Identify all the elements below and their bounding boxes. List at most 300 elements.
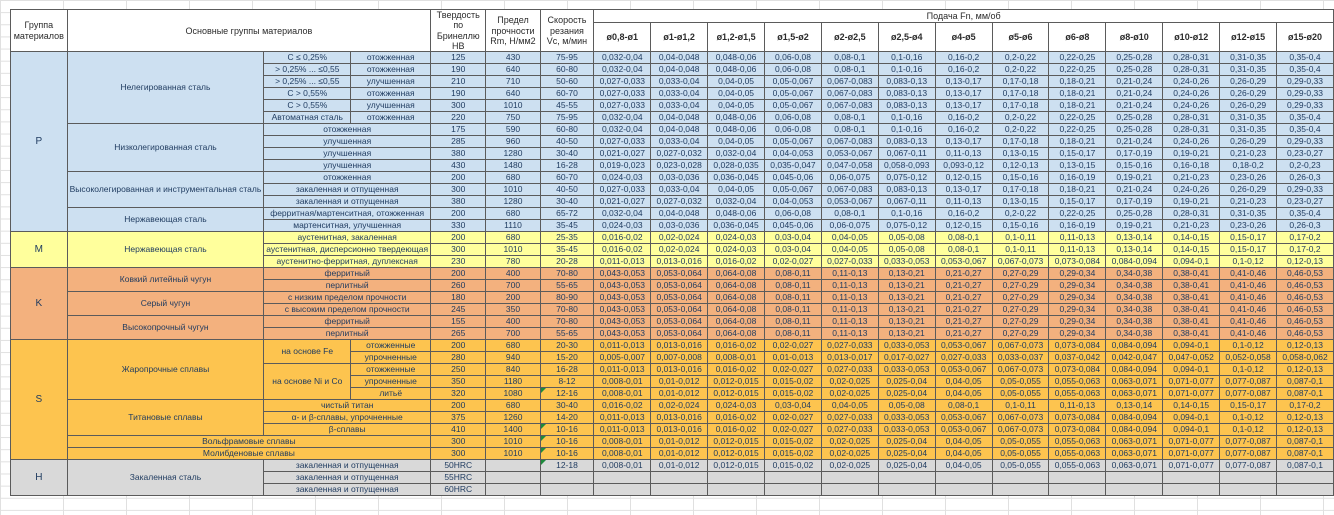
strength-cell[interactable]: 680 — [486, 172, 540, 184]
feed-cell[interactable]: 0,036-0,045 — [708, 172, 765, 184]
feed-cell[interactable]: 0,08-0,1 — [821, 208, 878, 220]
feed-cell[interactable]: 0,41-0,46 — [1220, 268, 1277, 280]
material-condition-cell[interactable]: упрочненные — [351, 352, 431, 364]
feed-cell[interactable] — [878, 472, 935, 484]
feed-cell[interactable]: 0,02-0,027 — [765, 256, 822, 268]
feed-cell[interactable]: 0,1-0,16 — [878, 208, 935, 220]
material-condition-cell[interactable]: C ≤ 0,25% — [264, 52, 351, 64]
feed-cell[interactable]: 0,064-0,08 — [708, 292, 765, 304]
feed-cell[interactable]: 0,067-0,083 — [821, 100, 878, 112]
material-condition-cell[interactable]: аустенитная, дисперсионно твердеющая — [264, 244, 431, 256]
feed-cell[interactable]: 0,12-0,15 — [935, 220, 992, 232]
hardness-cell[interactable]: 175 — [431, 124, 486, 136]
feed-cell[interactable] — [708, 484, 765, 496]
feed-cell[interactable]: 0,34-0,38 — [1106, 292, 1163, 304]
hardness-cell[interactable]: 190 — [431, 88, 486, 100]
strength-cell[interactable]: 710 — [486, 76, 540, 88]
strength-cell[interactable]: 1010 — [486, 184, 540, 196]
feed-cell[interactable]: 0,46-0,53 — [1277, 316, 1334, 328]
group-cell-h[interactable]: H — [11, 460, 68, 496]
feed-cell[interactable]: 0,05-0,055 — [992, 436, 1049, 448]
feed-cell[interactable]: 0,058-0,062 — [1277, 352, 1334, 364]
material-condition-cell[interactable]: отожженная — [351, 52, 431, 64]
feed-cell[interactable]: 0,019-0,023 — [594, 160, 651, 172]
feed-cell[interactable]: 0,067-0,083 — [821, 88, 878, 100]
feed-cell[interactable]: 0,027-0,033 — [594, 76, 651, 88]
material-condition-cell[interactable]: ферритная/мартенситная, отожженная — [264, 208, 431, 220]
family-label[interactable]: Высоколегированная и инструментальная сталь — [67, 172, 264, 208]
feed-cell[interactable]: 0,053-0,067 — [935, 424, 992, 436]
feed-cell[interactable]: 0,1-0,16 — [878, 64, 935, 76]
feed-cell[interactable]: 0,22-0,25 — [1049, 64, 1106, 76]
feed-cell[interactable]: 0,012-0,015 — [708, 460, 765, 472]
feed-cell[interactable]: 0,27-0,29 — [992, 268, 1049, 280]
feed-cell[interactable]: 0,2-0,22 — [992, 52, 1049, 64]
material-condition-cell[interactable]: α- и β-сплавы, упрочненные — [264, 412, 431, 424]
feed-cell[interactable]: 0,13-0,17 — [935, 136, 992, 148]
group-cell-p[interactable]: P — [11, 52, 68, 232]
family-label[interactable]: Жаропрочные сплавы — [67, 340, 264, 400]
hardness-cell[interactable]: 200 — [431, 172, 486, 184]
feed-cell[interactable]: 0,087-0,1 — [1277, 436, 1334, 448]
feed-cell[interactable]: 0,084-0,094 — [1106, 256, 1163, 268]
feed-cell[interactable]: 0,15-0,17 — [1220, 244, 1277, 256]
feed-cell[interactable]: 0,073-0,084 — [1049, 256, 1106, 268]
feed-cell[interactable]: 0,17-0,2 — [1277, 400, 1334, 412]
feed-cell[interactable]: 0,1-0,11 — [992, 400, 1049, 412]
feed-cell[interactable]: 0,083-0,13 — [878, 100, 935, 112]
feed-cell[interactable]: 0,17-0,2 — [1277, 232, 1334, 244]
feed-cell[interactable]: 0,013-0,016 — [651, 412, 708, 424]
feed-cell[interactable]: 0,29-0,34 — [1049, 304, 1106, 316]
feed-cell[interactable]: 0,053-0,064 — [651, 316, 708, 328]
feed-cell[interactable]: 0,021-0,027 — [594, 196, 651, 208]
feed-cell[interactable]: 0,13-0,21 — [878, 328, 935, 340]
feed-cell[interactable]: 0,033-0,04 — [651, 100, 708, 112]
feed-cell[interactable]: 0,1-0,12 — [1220, 256, 1277, 268]
feed-cell[interactable]: 0,012-0,015 — [708, 448, 765, 460]
feed-cell[interactable]: 0,043-0,053 — [594, 280, 651, 292]
feed-cell[interactable]: 0,093-0,12 — [935, 160, 992, 172]
material-condition-cell[interactable]: C > 0,55% — [264, 100, 351, 112]
feed-cell[interactable]: 0,008-0,01 — [594, 448, 651, 460]
feed-cell[interactable]: 0,053-0,064 — [651, 268, 708, 280]
feed-cell[interactable]: 0,021-0,027 — [594, 148, 651, 160]
hardness-cell[interactable]: 155 — [431, 316, 486, 328]
feed-cell[interactable]: 0,05-0,067 — [765, 184, 822, 196]
feed-cell[interactable]: 0,011-0,013 — [594, 256, 651, 268]
feed-cell[interactable]: 0,29-0,34 — [1049, 280, 1106, 292]
feed-cell[interactable]: 0,01-0,012 — [651, 460, 708, 472]
cutting-speed-cell[interactable]: 20-28 — [540, 256, 594, 268]
feed-cell[interactable]: 0,1-0,16 — [878, 52, 935, 64]
feed-cell[interactable]: 0,19-0,21 — [1106, 220, 1163, 232]
family-label[interactable]: Низколегированная сталь — [67, 124, 264, 172]
feed-cell[interactable]: 0,17-0,18 — [992, 184, 1049, 196]
strength-cell[interactable]: 1010 — [486, 100, 540, 112]
feed-cell[interactable]: 0,053-0,064 — [651, 328, 708, 340]
feed-cell[interactable]: 0,013-0,017 — [821, 352, 878, 364]
feed-cell[interactable] — [935, 472, 992, 484]
feed-cell[interactable]: 0,012-0,015 — [708, 376, 765, 388]
feed-cell[interactable]: 0,2-0,22 — [992, 64, 1049, 76]
feed-cell[interactable]: 0,13-0,17 — [935, 88, 992, 100]
feed-cell[interactable]: 0,17-0,19 — [1106, 148, 1163, 160]
feed-cell[interactable]: 0,21-0,27 — [935, 316, 992, 328]
feed-cell[interactable]: 0,15-0,17 — [1049, 148, 1106, 160]
feed-cell[interactable]: 0,016-0,02 — [708, 424, 765, 436]
header-feed-col[interactable]: ø2-ø2,5 — [821, 23, 878, 52]
feed-cell[interactable]: 0,027-0,032 — [651, 148, 708, 160]
hardness-cell[interactable]: 380 — [431, 196, 486, 208]
feed-cell[interactable]: 0,17-0,18 — [992, 136, 1049, 148]
feed-cell[interactable]: 0,24-0,26 — [1163, 184, 1220, 196]
feed-cell[interactable]: 0,075-0,12 — [878, 172, 935, 184]
feed-cell[interactable]: 0,013-0,016 — [651, 256, 708, 268]
material-condition-cell[interactable]: перлитный — [264, 280, 431, 292]
cutting-speed-cell[interactable]: 10-16 — [540, 448, 594, 460]
feed-cell[interactable]: 0,077-0,087 — [1220, 388, 1277, 400]
material-condition-cell[interactable]: аустенитная, закаленная — [264, 232, 431, 244]
feed-cell[interactable]: 0,31-0,35 — [1220, 112, 1277, 124]
hardness-cell[interactable]: 55HRC — [431, 472, 486, 484]
feed-cell[interactable]: 0,38-0,41 — [1163, 280, 1220, 292]
feed-cell[interactable]: 0,11-0,13 — [821, 304, 878, 316]
feed-cell[interactable]: 0,094-0,1 — [1163, 424, 1220, 436]
feed-cell[interactable]: 0,02-0,025 — [821, 448, 878, 460]
feed-cell[interactable]: 0,016-0,02 — [708, 340, 765, 352]
feed-cell[interactable]: 0,41-0,46 — [1220, 304, 1277, 316]
feed-cell[interactable]: 0,11-0,13 — [821, 268, 878, 280]
feed-cell[interactable]: 0,29-0,33 — [1277, 76, 1334, 88]
feed-cell[interactable]: 0,03-0,04 — [765, 400, 822, 412]
feed-cell[interactable]: 0,027-0,033 — [594, 88, 651, 100]
cutting-speed-cell[interactable]: 30-40 — [540, 148, 594, 160]
feed-cell[interactable]: 0,04-0,053 — [765, 148, 822, 160]
header-feed-col[interactable]: ø5-ø6 — [992, 23, 1049, 52]
material-condition-cell[interactable]: C > 0,55% — [264, 88, 351, 100]
hardness-cell[interactable]: 200 — [431, 340, 486, 352]
feed-cell[interactable]: 0,16-0,2 — [935, 124, 992, 136]
feed-cell[interactable]: 0,084-0,094 — [1106, 364, 1163, 376]
material-condition-cell[interactable]: Молибденовые сплавы — [67, 448, 430, 460]
feed-cell[interactable]: 0,036-0,045 — [708, 220, 765, 232]
feed-cell[interactable]: 0,04-0,05 — [821, 244, 878, 256]
feed-cell[interactable]: 0,048-0,06 — [708, 124, 765, 136]
strength-cell[interactable]: 960 — [486, 136, 540, 148]
feed-cell[interactable]: 0,12-0,13 — [1277, 256, 1334, 268]
feed-cell[interactable]: 0,1-0,11 — [992, 232, 1049, 244]
feed-cell[interactable]: 0,06-0,08 — [765, 52, 822, 64]
hardness-cell[interactable]: 50HRC — [431, 460, 486, 472]
feed-cell[interactable]: 0,064-0,08 — [708, 304, 765, 316]
material-condition-cell[interactable]: упрочненные — [351, 376, 431, 388]
feed-cell[interactable]: 0,16-0,2 — [935, 208, 992, 220]
feed-cell[interactable]: 0,02-0,024 — [651, 244, 708, 256]
feed-cell[interactable]: 0,21-0,27 — [935, 280, 992, 292]
feed-cell[interactable]: 0,08-0,11 — [765, 304, 822, 316]
feed-cell[interactable]: 0,008-0,01 — [708, 352, 765, 364]
feed-cell[interactable]: 0,06-0,08 — [765, 124, 822, 136]
feed-cell[interactable]: 0,037-0,042 — [1049, 352, 1106, 364]
feed-cell[interactable]: 0,21-0,23 — [1163, 172, 1220, 184]
feed-cell[interactable]: 0,067-0,073 — [992, 424, 1049, 436]
strength-cell[interactable]: 1280 — [486, 196, 540, 208]
feed-cell[interactable]: 0,016-0,02 — [708, 364, 765, 376]
hardness-cell[interactable]: 350 — [431, 376, 486, 388]
feed-cell[interactable]: 0,16-0,19 — [1049, 220, 1106, 232]
feed-cell[interactable]: 0,08-0,1 — [821, 52, 878, 64]
feed-cell[interactable]: 0,08-0,1 — [821, 112, 878, 124]
feed-cell[interactable]: 0,077-0,087 — [1220, 436, 1277, 448]
feed-cell[interactable]: 0,13-0,17 — [935, 184, 992, 196]
feed-cell[interactable]: 0,016-0,02 — [594, 244, 651, 256]
feed-cell[interactable] — [992, 484, 1049, 496]
feed-cell[interactable] — [1163, 484, 1220, 496]
feed-cell[interactable]: 0,077-0,087 — [1220, 460, 1277, 472]
feed-cell[interactable]: 0,04-0,05 — [708, 76, 765, 88]
feed-cell[interactable]: 0,22-0,25 — [1049, 112, 1106, 124]
feed-cell[interactable]: 0,02-0,027 — [765, 340, 822, 352]
cutting-speed-cell[interactable]: 10-16 — [540, 436, 594, 448]
feed-cell[interactable]: 0,053-0,067 — [935, 364, 992, 376]
feed-cell[interactable] — [878, 484, 935, 496]
cutting-speed-cell[interactable]: 10-16 — [540, 424, 594, 436]
feed-cell[interactable]: 0,12-0,13 — [1277, 340, 1334, 352]
header-feed-col[interactable]: ø1-ø1,2 — [651, 23, 708, 52]
feed-cell[interactable]: 0,073-0,084 — [1049, 340, 1106, 352]
feed-cell[interactable]: 0,083-0,13 — [878, 184, 935, 196]
feed-cell[interactable] — [1106, 484, 1163, 496]
feed-cell[interactable]: 0,18-0,21 — [1049, 88, 1106, 100]
feed-cell[interactable]: 0,027-0,033 — [594, 184, 651, 196]
feed-cell[interactable]: 0,025-0,04 — [878, 376, 935, 388]
group-cell-m[interactable]: M — [11, 232, 68, 268]
feed-cell[interactable]: 0,14-0,15 — [1163, 244, 1220, 256]
feed-cell[interactable]: 0,04-0,05 — [708, 100, 765, 112]
feed-cell[interactable]: 0,29-0,34 — [1049, 316, 1106, 328]
feed-cell[interactable]: 0,13-0,15 — [992, 148, 1049, 160]
feed-cell[interactable]: 0,05-0,08 — [878, 232, 935, 244]
header-feed-col[interactable]: ø12-ø15 — [1220, 23, 1277, 52]
feed-cell[interactable]: 0,05-0,067 — [765, 100, 822, 112]
header-feed-title[interactable]: Подача Fn, мм/об — [594, 10, 1334, 23]
feed-cell[interactable]: 0,032-0,04 — [594, 112, 651, 124]
feed-cell[interactable]: 0,071-0,077 — [1163, 448, 1220, 460]
family-label[interactable]: Нержавеющая сталь — [67, 232, 264, 268]
feed-cell[interactable]: 0,084-0,094 — [1106, 412, 1163, 424]
feed-cell[interactable]: 0,05-0,08 — [878, 244, 935, 256]
feed-cell[interactable]: 0,048-0,06 — [708, 64, 765, 76]
feed-cell[interactable]: 0,02-0,025 — [821, 436, 878, 448]
feed-cell[interactable]: 0,24-0,26 — [1163, 136, 1220, 148]
cutting-speed-cell[interactable]: 50-60 — [540, 76, 594, 88]
feed-cell[interactable]: 0,008-0,01 — [594, 460, 651, 472]
material-condition-cell[interactable]: с высоким пределом прочности — [264, 304, 431, 316]
feed-cell[interactable]: 0,087-0,1 — [1277, 376, 1334, 388]
feed-cell[interactable]: 0,21-0,24 — [1106, 88, 1163, 100]
strength-cell[interactable] — [486, 460, 540, 472]
strength-cell[interactable]: 1010 — [486, 448, 540, 460]
feed-cell[interactable]: 0,17-0,18 — [992, 76, 1049, 88]
cutting-speed-cell[interactable]: 30-40 — [540, 400, 594, 412]
hardness-cell[interactable]: 200 — [431, 268, 486, 280]
feed-cell[interactable]: 0,19-0,21 — [1163, 148, 1220, 160]
feed-cell[interactable]: 0,063-0,071 — [1106, 388, 1163, 400]
feed-cell[interactable]: 0,21-0,27 — [935, 304, 992, 316]
feed-cell[interactable]: 0,04-0,05 — [821, 400, 878, 412]
header-feed-col[interactable]: ø6-ø8 — [1049, 23, 1106, 52]
feed-cell[interactable]: 0,028-0,035 — [708, 160, 765, 172]
material-condition-cell[interactable]: на основе Ni и Co — [264, 364, 351, 400]
feed-cell[interactable]: 0,04-0,05 — [935, 460, 992, 472]
feed-cell[interactable]: 0,067-0,073 — [992, 256, 1049, 268]
feed-cell[interactable]: 0,053-0,067 — [821, 196, 878, 208]
feed-cell[interactable] — [651, 484, 708, 496]
strength-cell[interactable]: 200 — [486, 292, 540, 304]
header-feed-col[interactable]: ø10-ø12 — [1163, 23, 1220, 52]
feed-cell[interactable]: 0,21-0,27 — [935, 328, 992, 340]
feed-cell[interactable]: 0,094-0,1 — [1163, 364, 1220, 376]
feed-cell[interactable]: 0,063-0,071 — [1106, 376, 1163, 388]
feed-cell[interactable]: 0,01-0,012 — [651, 436, 708, 448]
feed-cell[interactable]: 0,18-0,2 — [1220, 160, 1277, 172]
feed-cell[interactable]: 0,04-0,048 — [651, 208, 708, 220]
feed-cell[interactable]: 0,02-0,024 — [651, 232, 708, 244]
feed-cell[interactable]: 0,025-0,04 — [878, 448, 935, 460]
feed-cell[interactable]: 0,043-0,053 — [594, 328, 651, 340]
feed-cell[interactable]: 0,13-0,17 — [935, 76, 992, 88]
feed-cell[interactable] — [1106, 472, 1163, 484]
hardness-cell[interactable]: 230 — [431, 256, 486, 268]
feed-cell[interactable]: 0,011-0,013 — [594, 424, 651, 436]
cutting-speed-cell[interactable]: 12-18 — [540, 460, 594, 472]
feed-cell[interactable]: 0,12-0,13 — [1277, 364, 1334, 376]
feed-cell[interactable] — [992, 472, 1049, 484]
feed-cell[interactable]: 0,067-0,073 — [992, 340, 1049, 352]
strength-cell[interactable]: 350 — [486, 304, 540, 316]
feed-cell[interactable]: 0,02-0,025 — [821, 460, 878, 472]
feed-cell[interactable]: 0,26-0,29 — [1220, 184, 1277, 196]
feed-cell[interactable]: 0,17-0,18 — [992, 88, 1049, 100]
feed-cell[interactable]: 0,1-0,12 — [1220, 424, 1277, 436]
feed-cell[interactable]: 0,11-0,13 — [1049, 400, 1106, 412]
feed-cell[interactable]: 0,23-0,27 — [1277, 148, 1334, 160]
feed-cell[interactable]: 0,017-0,027 — [878, 352, 935, 364]
hardness-cell[interactable]: 200 — [431, 400, 486, 412]
hardness-cell[interactable]: 320 — [431, 388, 486, 400]
feed-cell[interactable]: 0,033-0,053 — [878, 340, 935, 352]
material-condition-cell[interactable]: отожженные — [351, 340, 431, 352]
feed-cell[interactable]: 0,13-0,15 — [1049, 160, 1106, 172]
hardness-cell[interactable]: 280 — [431, 352, 486, 364]
feed-cell[interactable]: 0,048-0,06 — [708, 112, 765, 124]
cutting-speed-cell[interactable]: 60-80 — [540, 64, 594, 76]
feed-cell[interactable]: 0,17-0,2 — [1277, 244, 1334, 256]
feed-cell[interactable]: 0,032-0,04 — [594, 64, 651, 76]
feed-cell[interactable]: 0,087-0,1 — [1277, 460, 1334, 472]
feed-cell[interactable]: 0,02-0,025 — [821, 388, 878, 400]
feed-cell[interactable]: 0,28-0,31 — [1163, 208, 1220, 220]
cutting-speed-cell[interactable]: 80-90 — [540, 292, 594, 304]
feed-cell[interactable]: 0,34-0,38 — [1106, 328, 1163, 340]
material-condition-cell[interactable]: на основе Fe — [264, 340, 351, 364]
feed-cell[interactable]: 0,08-0,11 — [765, 292, 822, 304]
feed-cell[interactable]: 0,053-0,067 — [935, 340, 992, 352]
feed-cell[interactable]: 0,06-0,08 — [765, 208, 822, 220]
hardness-cell[interactable]: 330 — [431, 220, 486, 232]
feed-cell[interactable]: 0,34-0,38 — [1106, 268, 1163, 280]
hardness-cell[interactable]: 220 — [431, 112, 486, 124]
feed-cell[interactable]: 0,23-0,26 — [1220, 220, 1277, 232]
strength-cell[interactable]: 700 — [486, 328, 540, 340]
feed-cell[interactable]: 0,033-0,053 — [878, 256, 935, 268]
feed-cell[interactable]: 0,071-0,077 — [1163, 376, 1220, 388]
feed-cell[interactable]: 0,05-0,055 — [992, 448, 1049, 460]
feed-cell[interactable]: 0,055-0,063 — [1049, 436, 1106, 448]
cutting-speed-cell[interactable]: 16-28 — [540, 364, 594, 376]
material-condition-cell[interactable]: ферритный — [264, 268, 431, 280]
feed-cell[interactable]: 0,25-0,28 — [1106, 64, 1163, 76]
strength-cell[interactable]: 680 — [486, 208, 540, 220]
feed-cell[interactable]: 0,26-0,29 — [1220, 88, 1277, 100]
feed-cell[interactable]: 0,35-0,4 — [1277, 124, 1334, 136]
feed-cell[interactable]: 0,27-0,29 — [992, 328, 1049, 340]
feed-cell[interactable]: 0,033-0,053 — [878, 412, 935, 424]
feed-cell[interactable]: 0,058-0,093 — [878, 160, 935, 172]
material-condition-cell[interactable]: Вольфрамовые сплавы — [67, 436, 430, 448]
strength-cell[interactable]: 680 — [486, 400, 540, 412]
hardness-cell[interactable]: 300 — [431, 436, 486, 448]
feed-cell[interactable]: 0,06-0,075 — [821, 172, 878, 184]
material-condition-cell[interactable]: с низким пределом прочности — [264, 292, 431, 304]
strength-cell[interactable]: 640 — [486, 88, 540, 100]
feed-cell[interactable]: 0,38-0,41 — [1163, 304, 1220, 316]
feed-cell[interactable]: 0,21-0,27 — [935, 268, 992, 280]
header-feed-col[interactable]: ø0,8-ø1 — [594, 23, 651, 52]
strength-cell[interactable]: 840 — [486, 364, 540, 376]
header-material-group[interactable]: Группа материалов — [11, 10, 68, 52]
feed-cell[interactable]: 0,073-0,084 — [1049, 412, 1106, 424]
cutting-speed-cell[interactable]: 60-70 — [540, 172, 594, 184]
feed-cell[interactable]: 0,15-0,17 — [1220, 232, 1277, 244]
feed-cell[interactable]: 0,06-0,08 — [765, 112, 822, 124]
feed-cell[interactable]: 0,053-0,064 — [651, 292, 708, 304]
family-label[interactable]: Серый чугун — [67, 292, 264, 316]
family-label[interactable]: Нелегированная сталь — [67, 52, 264, 124]
hardness-cell[interactable]: 260 — [431, 280, 486, 292]
feed-cell[interactable] — [1220, 484, 1277, 496]
cutting-speed-cell[interactable]: 35-45 — [540, 220, 594, 232]
feed-cell[interactable]: 0,29-0,34 — [1049, 328, 1106, 340]
feed-cell[interactable]: 0,043-0,053 — [594, 292, 651, 304]
feed-cell[interactable]: 0,02-0,027 — [765, 424, 822, 436]
feed-cell[interactable]: 0,071-0,077 — [1163, 388, 1220, 400]
strength-cell[interactable]: 1280 — [486, 148, 540, 160]
family-label[interactable]: Титановые сплавы — [67, 400, 264, 436]
material-condition-cell[interactable]: улучшенная — [351, 76, 431, 88]
strength-cell[interactable]: 1010 — [486, 436, 540, 448]
feed-cell[interactable]: 0,21-0,27 — [935, 292, 992, 304]
feed-cell[interactable]: 0,13-0,17 — [935, 100, 992, 112]
material-condition-cell[interactable]: аустенитно-ферритная, дуплексная — [264, 256, 431, 268]
feed-cell[interactable]: 0,14-0,15 — [1163, 232, 1220, 244]
feed-cell[interactable]: 0,28-0,31 — [1163, 112, 1220, 124]
feed-cell[interactable]: 0,17-0,18 — [992, 100, 1049, 112]
feed-cell[interactable]: 0,052-0,058 — [1220, 352, 1277, 364]
cutting-speed-cell[interactable]: 40-50 — [540, 136, 594, 148]
feed-cell[interactable]: 0,38-0,41 — [1163, 268, 1220, 280]
